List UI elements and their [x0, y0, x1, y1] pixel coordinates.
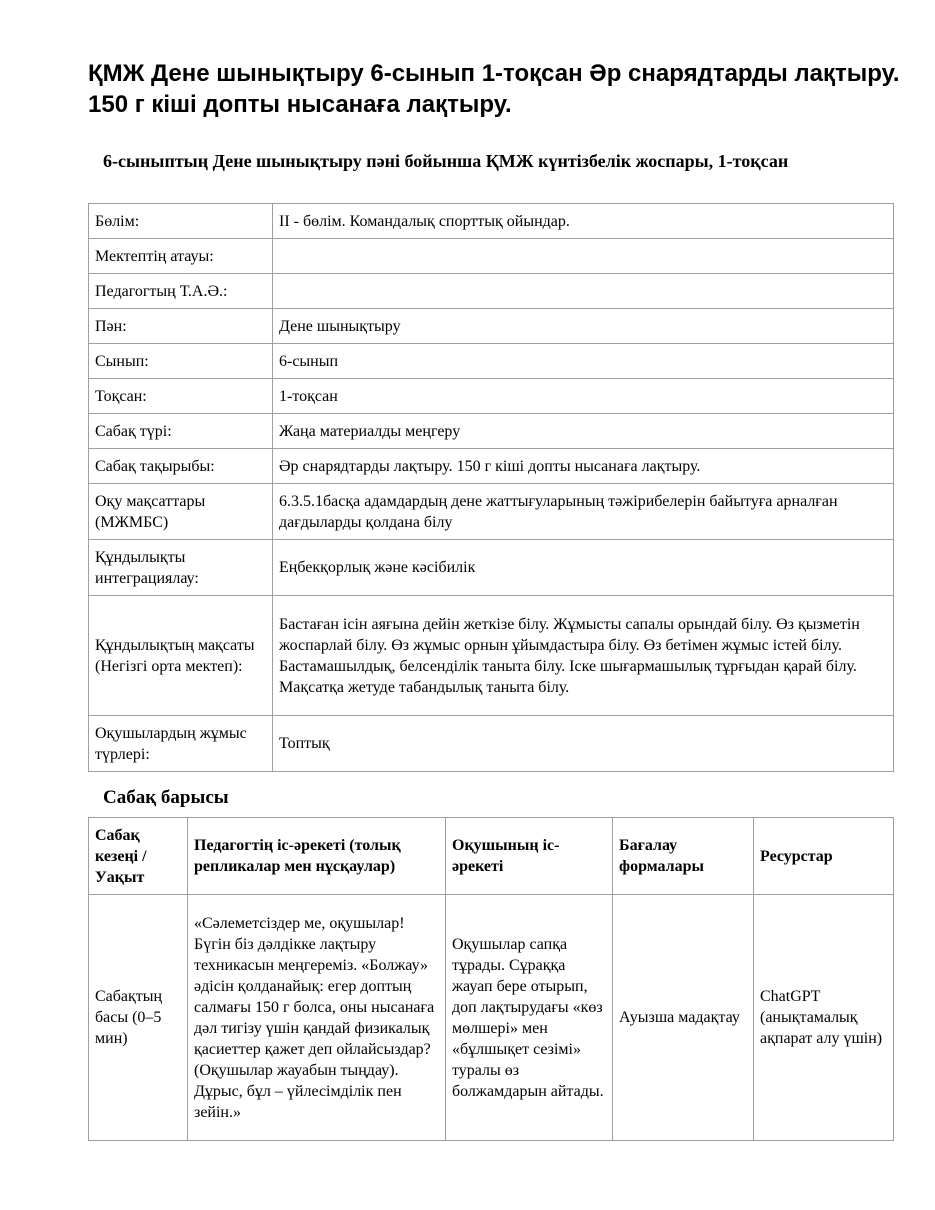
info-value: Әр снарядтарды лақтыру. 150 г кіші допты нысанаға лақтыру. [273, 449, 894, 484]
info-value: 6.3.5.1басқа адамдардың дене жаттығуларының тәжірибелерін байытуға арналған дағдыларды қолдана білу [273, 484, 894, 540]
info-row-value-integration [89, 540, 894, 596]
info-value: Бастаған ісін аяғына дейін жеткізе білу. Жұмысты сапалы орындай білу. Өз қызметін жоспарлай білу. Өз жұмыс орнын ұйымдастыра білу. Өз бетімен жұмыс істей білу. Бастамашылдық, белсенділік таныта білу. Іске шығармашылық тұрғыдан қарай білу. Мақсатқа жетуде табандылық таныта білу. [273, 596, 894, 716]
lesson-progress-table [88, 817, 894, 1141]
lesson-table-header-row [89, 818, 894, 895]
page-title: ҚМЖ Дене шынықтыру 6-сынып 1-тоқсан Әр снарядтарды лақтыру. 150 г кіші допты нысанаға лақтыру. [88, 60, 900, 118]
header-student-activity: Оқушының іс-әрекеті [446, 818, 613, 895]
info-row-objectives [89, 484, 894, 540]
lesson-info-table [88, 203, 894, 772]
header-stage-time: Сабақ кезеңі / Уақыт [89, 818, 188, 895]
lesson-progress-heading: Сабақ барысы [103, 787, 229, 808]
table-row [89, 895, 894, 1141]
info-row-section [89, 204, 894, 239]
info-row-school [89, 239, 894, 274]
info-label: Бөлім: [89, 204, 273, 239]
header-assessment: Бағалау формалары [613, 818, 754, 895]
cell-resources: ChatGPT (анықтамалық ақпарат алу үшін) [754, 895, 894, 1141]
info-value: Еңбекқорлық және кәсібилік [273, 540, 894, 596]
info-value: Топтық [273, 716, 894, 772]
info-row-quarter [89, 379, 894, 414]
info-label: Құндылықты интеграциялау: [89, 540, 273, 596]
plan-heading: 6-сыныптың Дене шынықтыру пәні бойынша ҚМЖ күнтізбелік жоспары, 1-тоқсан [103, 151, 789, 171]
info-value [273, 239, 894, 274]
info-value: ІІ - бөлім. Командалық спорттық ойындар. [273, 204, 894, 239]
info-row-teacher [89, 274, 894, 309]
info-label: Сабақ тақырыбы: [89, 449, 273, 484]
info-row-work-types [89, 716, 894, 772]
info-row-subject [89, 309, 894, 344]
info-value: 6-сынып [273, 344, 894, 379]
info-value: 1-тоқсан [273, 379, 894, 414]
cell-assessment: Ауызша мадақтау [613, 895, 754, 1141]
info-label: Сабақ түрі: [89, 414, 273, 449]
info-label: Оқу мақсаттары (МЖМБС) [89, 484, 273, 540]
header-resources: Ресурстар [754, 818, 894, 895]
info-row-lesson-topic [89, 449, 894, 484]
info-value: Дене шынықтыру [273, 309, 894, 344]
cell-student-activity: Оқушылар сапқа тұрады. Сұраққа жауап бере отырып, доп лақтырудағы «көз мөлшері» мен «бұлшықет сезімі» туралы өз болжамдарын айтады. [446, 895, 613, 1141]
info-label: Пән: [89, 309, 273, 344]
info-row-grade [89, 344, 894, 379]
info-label: Педагогтың Т.А.Ә.: [89, 274, 273, 309]
header-teacher-activity: Педагогтің іс-әрекеті (толық репликалар мен нұсқаулар) [188, 818, 446, 895]
cell-stage-time: Сабақтың басы (0–5 мин) [89, 895, 188, 1141]
info-row-value-goal [89, 596, 894, 716]
info-label: Мектептің атауы: [89, 239, 273, 274]
info-label: Тоқсан: [89, 379, 273, 414]
info-label: Сынып: [89, 344, 273, 379]
info-label: Құндылықтың мақсаты (Негізгі орта мектеп): [89, 596, 273, 716]
info-value: Жаңа материалды меңгеру [273, 414, 894, 449]
info-label: Оқушылардың жұмыс түрлері: [89, 716, 273, 772]
info-row-lesson-type [89, 414, 894, 449]
info-value [273, 274, 894, 309]
cell-teacher-activity: «Сәлеметсіздер ме, оқушылар! Бүгін біз дәлдікке лақтыру техникасын меңгереміз. «Болжау» әдісін қолданайық: егер доптың салмағы 150 г болса, оны нысанаға дәл тигізу үшін қандай физикалық қасиеттер қажет деп ойлайсыздар? (Оқушылар жауабын тыңдау). Дұрыс, бұл – үйлесімділік пен зейін.» [188, 895, 446, 1141]
